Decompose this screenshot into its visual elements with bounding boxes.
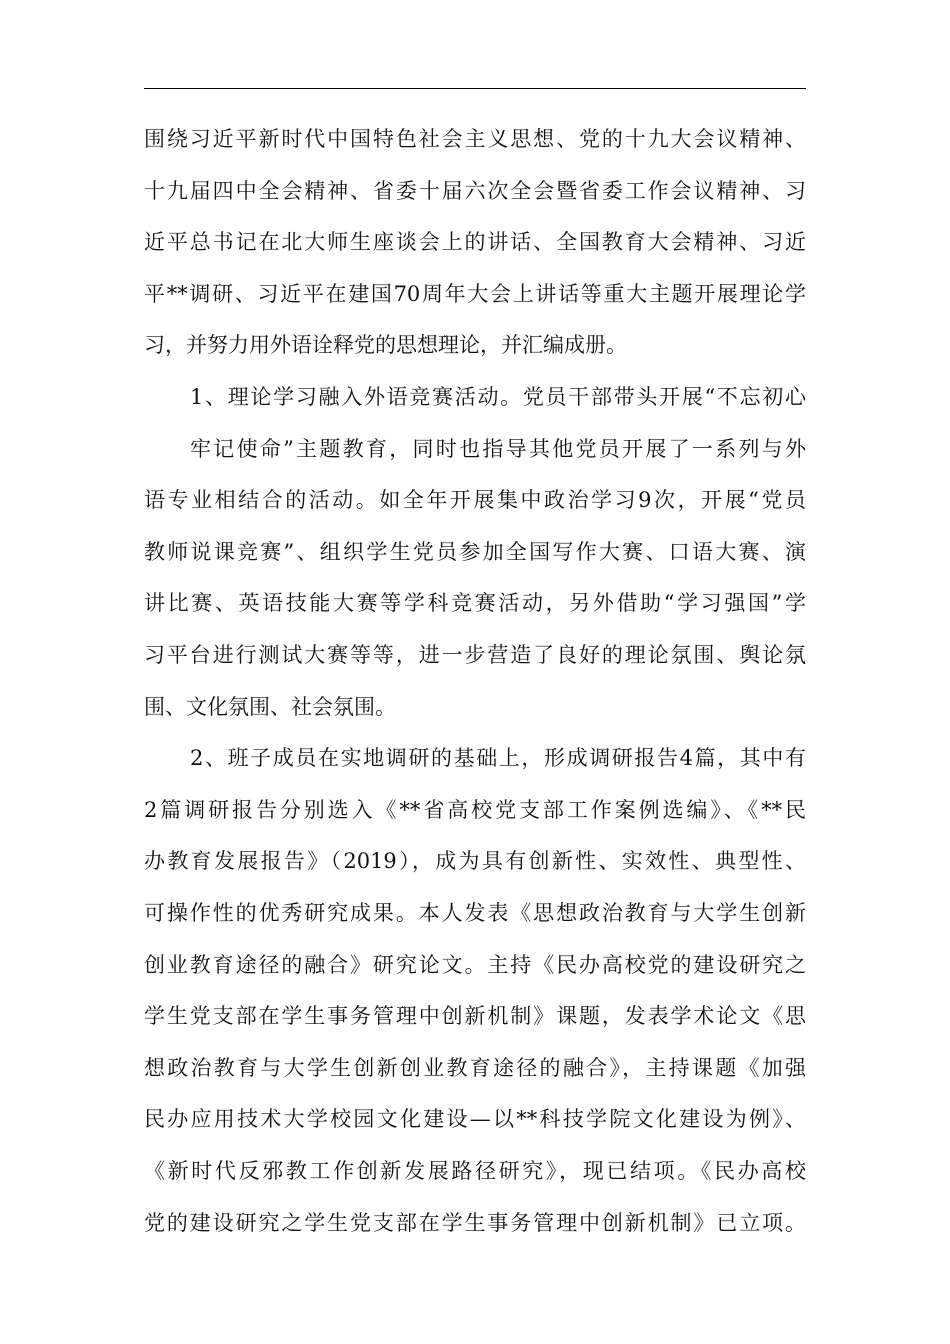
text-line: 2篇调研报告分别选入《**省高校党支部工作案例选编》、《**民: [144, 797, 806, 822]
text-line: 民办应用技术大学校园文化建设—以**科技学院文化建设为例》、: [144, 1107, 806, 1132]
text-line: 想政治教育与大学生创新创业教育途径的融合》，主持课题《加强: [144, 1055, 806, 1080]
text-line: 学生党支部在学生事务管理中创新机制》课题，发表学术论文《思: [144, 1004, 806, 1029]
text-line: 2、班子成员在实地调研的基础上，形成调研报告4篇，其中有: [190, 746, 806, 771]
text-line: 讲比赛、英语技能大赛等学科竞赛活动，另外借助“学习强国”学: [144, 591, 806, 616]
text-line: 可操作性的优秀研究成果。本人发表《思想政治教育与大学生创新: [144, 901, 806, 925]
text-line: 十九届四中全会精神、省委十届六次全会暨省委工作会议精神、习: [144, 178, 806, 203]
text-line: 《新时代反邪教工作创新发展路径研究》，现已结项。《民办高校: [144, 1159, 806, 1183]
text-line: 牢记使命”主题教育，同时也指导其他党员开展了一系列与外: [190, 436, 806, 461]
text-line: 办教育发展报告》（2019），成为具有创新性、实效性、典型性、: [144, 849, 806, 874]
text-line: 语专业相结合的活动。如全年开展集中政治学习9次，开展“党员: [144, 488, 806, 513]
text-line: 创业教育途径的融合》研究论文。主持《民办高校党的建设研究之: [144, 952, 806, 977]
text-line: 习平台进行测试大赛等等，进一步营造了良好的理论氛围、舆论氛: [144, 643, 806, 667]
text-line: 党的建设研究之学生党支部在学生事务管理中创新机制》已立项。: [144, 1210, 806, 1235]
text-line: 围、文化氛围、社会氛围。: [144, 694, 396, 719]
text-line: 围绕习近平新时代中国特色社会主义思想、党的十九大会议精神、: [144, 127, 806, 151]
header-rule: [144, 88, 806, 89]
text-line: 近平总书记在北大师生座谈会上的讲话、全国教育大会精神、习近: [144, 230, 806, 255]
text-line: 平**调研、习近平在建国70周年大会上讲话等重大主题开展理论学: [144, 281, 806, 306]
text-line: 1、理论学习融入外语竞赛活动。党员干部带头开展“不忘初心: [190, 385, 806, 409]
text-line: 教师说课竞赛”、组织学生党员参加全国写作大赛、口语大赛、演: [144, 539, 806, 564]
text-line: 习，并努力用外语诠释党的思想理论，并汇编成册。: [144, 333, 627, 358]
